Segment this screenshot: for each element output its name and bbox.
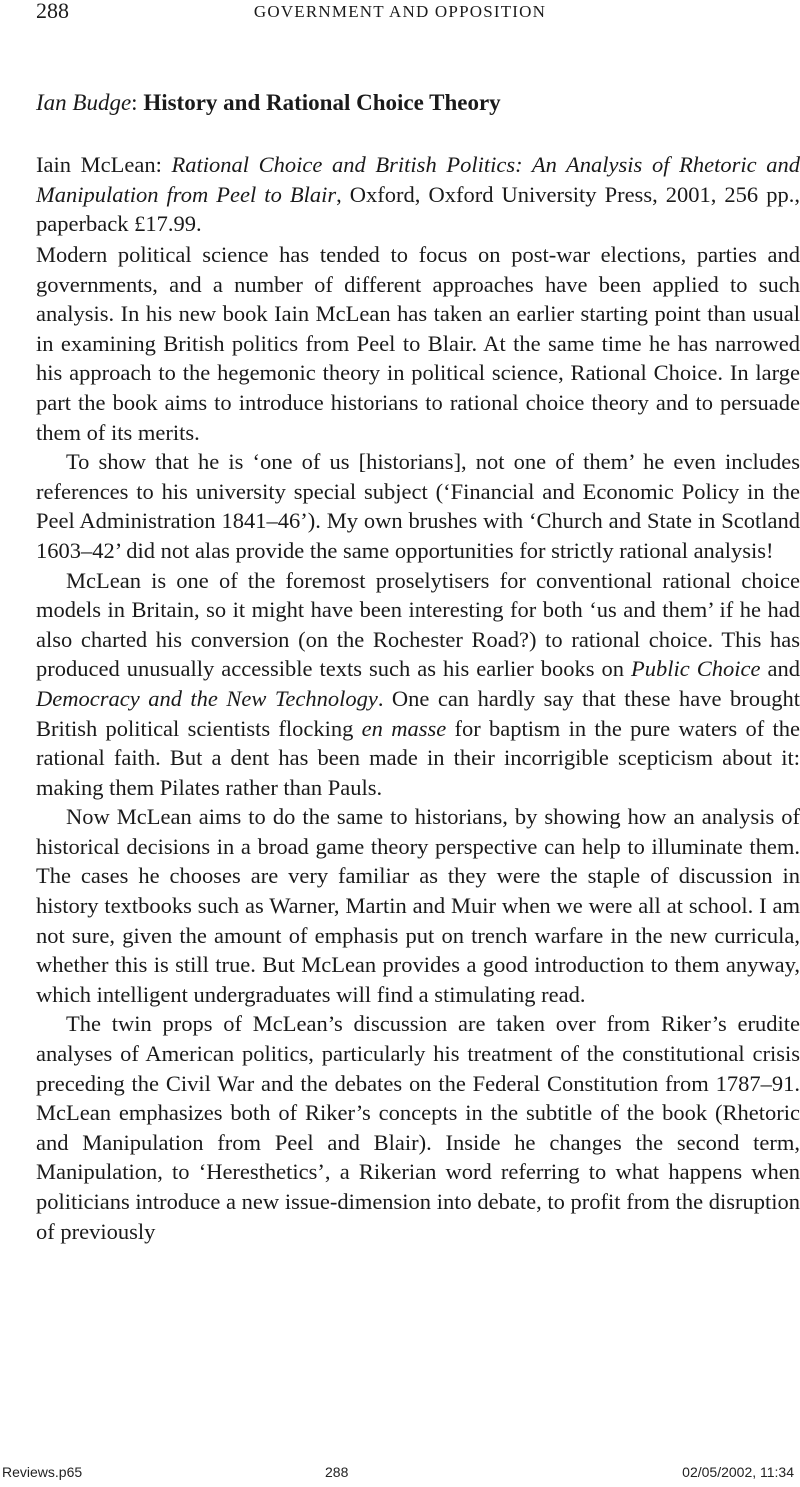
paragraph-3-text-3: . One can hardly say that these have brought British political scientists flocking [36, 685, 800, 741]
paragraph-5: The twin props of McLean’s discussion are taken over from Riker’s erudite analyses of American politics, particularly his treatment of the constitutional crisis preceding the Civil War and the debates on the Federal Constitution from 1787–91. McLean emphasizes both of Riker’s concepts in the subtitle of the book (Rhetoric and Manipulation from Peel and Blair). Inside he changes the second term, Manipulation, to ‘Heresthetics’, a Rikerian word referring to what happens when politicians introduce a new issue-dimension into debate, to profit from the disruption of previously [36, 1011, 800, 1244]
paragraph-3-text-1: McLean is one of the foremost proselytisers for conventional rational choice models in Britain, so it might have been interesting for both ‘us and them’ if he had also charted his conversion (on the Rochester Road?) to rational choice. This has produced unusually accessible texts such as his earlier books on [36, 567, 800, 682]
running-head [0, 0, 800, 26]
book-citation [36, 150, 800, 239]
book-title-public-choice: Public Choice [631, 656, 761, 682]
paragraph-3-text-2: and [760, 656, 800, 682]
journal-title: GOVERNMENT AND OPPOSITION [253, 2, 547, 21]
review-body [36, 240, 800, 1246]
book-author: Iain McLean: [36, 152, 172, 177]
paragraph-3 [36, 566, 800, 803]
book-title: Rational Choice and British Politics: An Analysis of Rhetoric and Manipulation from Peel to Blair [36, 152, 800, 207]
heading-separator: : [131, 90, 144, 115]
review-title: History and Rational Choice Theory [143, 90, 501, 115]
publication-details: , Oxford, Oxford University Press, 2001, 256 pp., paperback £17.99. [36, 181, 800, 237]
paragraph-1: Modern political science has tended to focus on post-war elections, parties and governments, and a number of different approaches have been applied to such analysis. In his new book Iain McLean has taken an earlier starting point than usual in examining British politics from Peel to Blair. At the same time he has narrowed his approach to the hegemonic theory in political science, Rational Choice. In large part the book aims to introduce historians to rational choice theory and to persuade them of its merits. [36, 242, 800, 445]
paragraph-2: To show that he is ‘one of us [historians], not one of them’ he even includes references to his university special subject (‘Financial and Economic Policy in the Peel Administration 1841–46’). My own brushes with ‘Church and State in Scotland 1603–42’ did not alas provide the same opportunities for strictly rational analysis! [36, 449, 800, 563]
footer-datetime: 02/05/2002, 11:34 [682, 1464, 794, 1480]
reviewer-name: Ian Budge [36, 90, 132, 115]
phrase-en-masse: en masse [361, 715, 447, 741]
paragraph-3-text-4: for baptism in the pure waters of the rational faith. But a dent has been made in their incorrigible scepticism about it: making them Pilates rather than Pauls. [36, 715, 800, 800]
book-title-democracy: Democracy and the New Technology [36, 685, 378, 711]
footer-page: 288 [325, 1464, 349, 1480]
review-heading [36, 88, 501, 118]
print-footer [0, 1460, 800, 1484]
footer-file-name: Reviews.p65 [2, 1464, 83, 1480]
paragraph-4: Now McLean aims to do the same to historians, by showing how an analysis of historical decisions in a broad game theory perspective can help to illuminate them. The cases he chooses are very familiar as they were the staple of discussion in history textbooks such as Warner, Martin and Muir when we were all at school. I am not sure, given the amount of emphasis put on trench warfare in the new curricula, whether this is still true. But McLean provides a good introduction to them anyway, which intelligent undergraduates will find a stimulating read. [36, 804, 800, 1007]
page-number: 288 [36, 0, 69, 23]
